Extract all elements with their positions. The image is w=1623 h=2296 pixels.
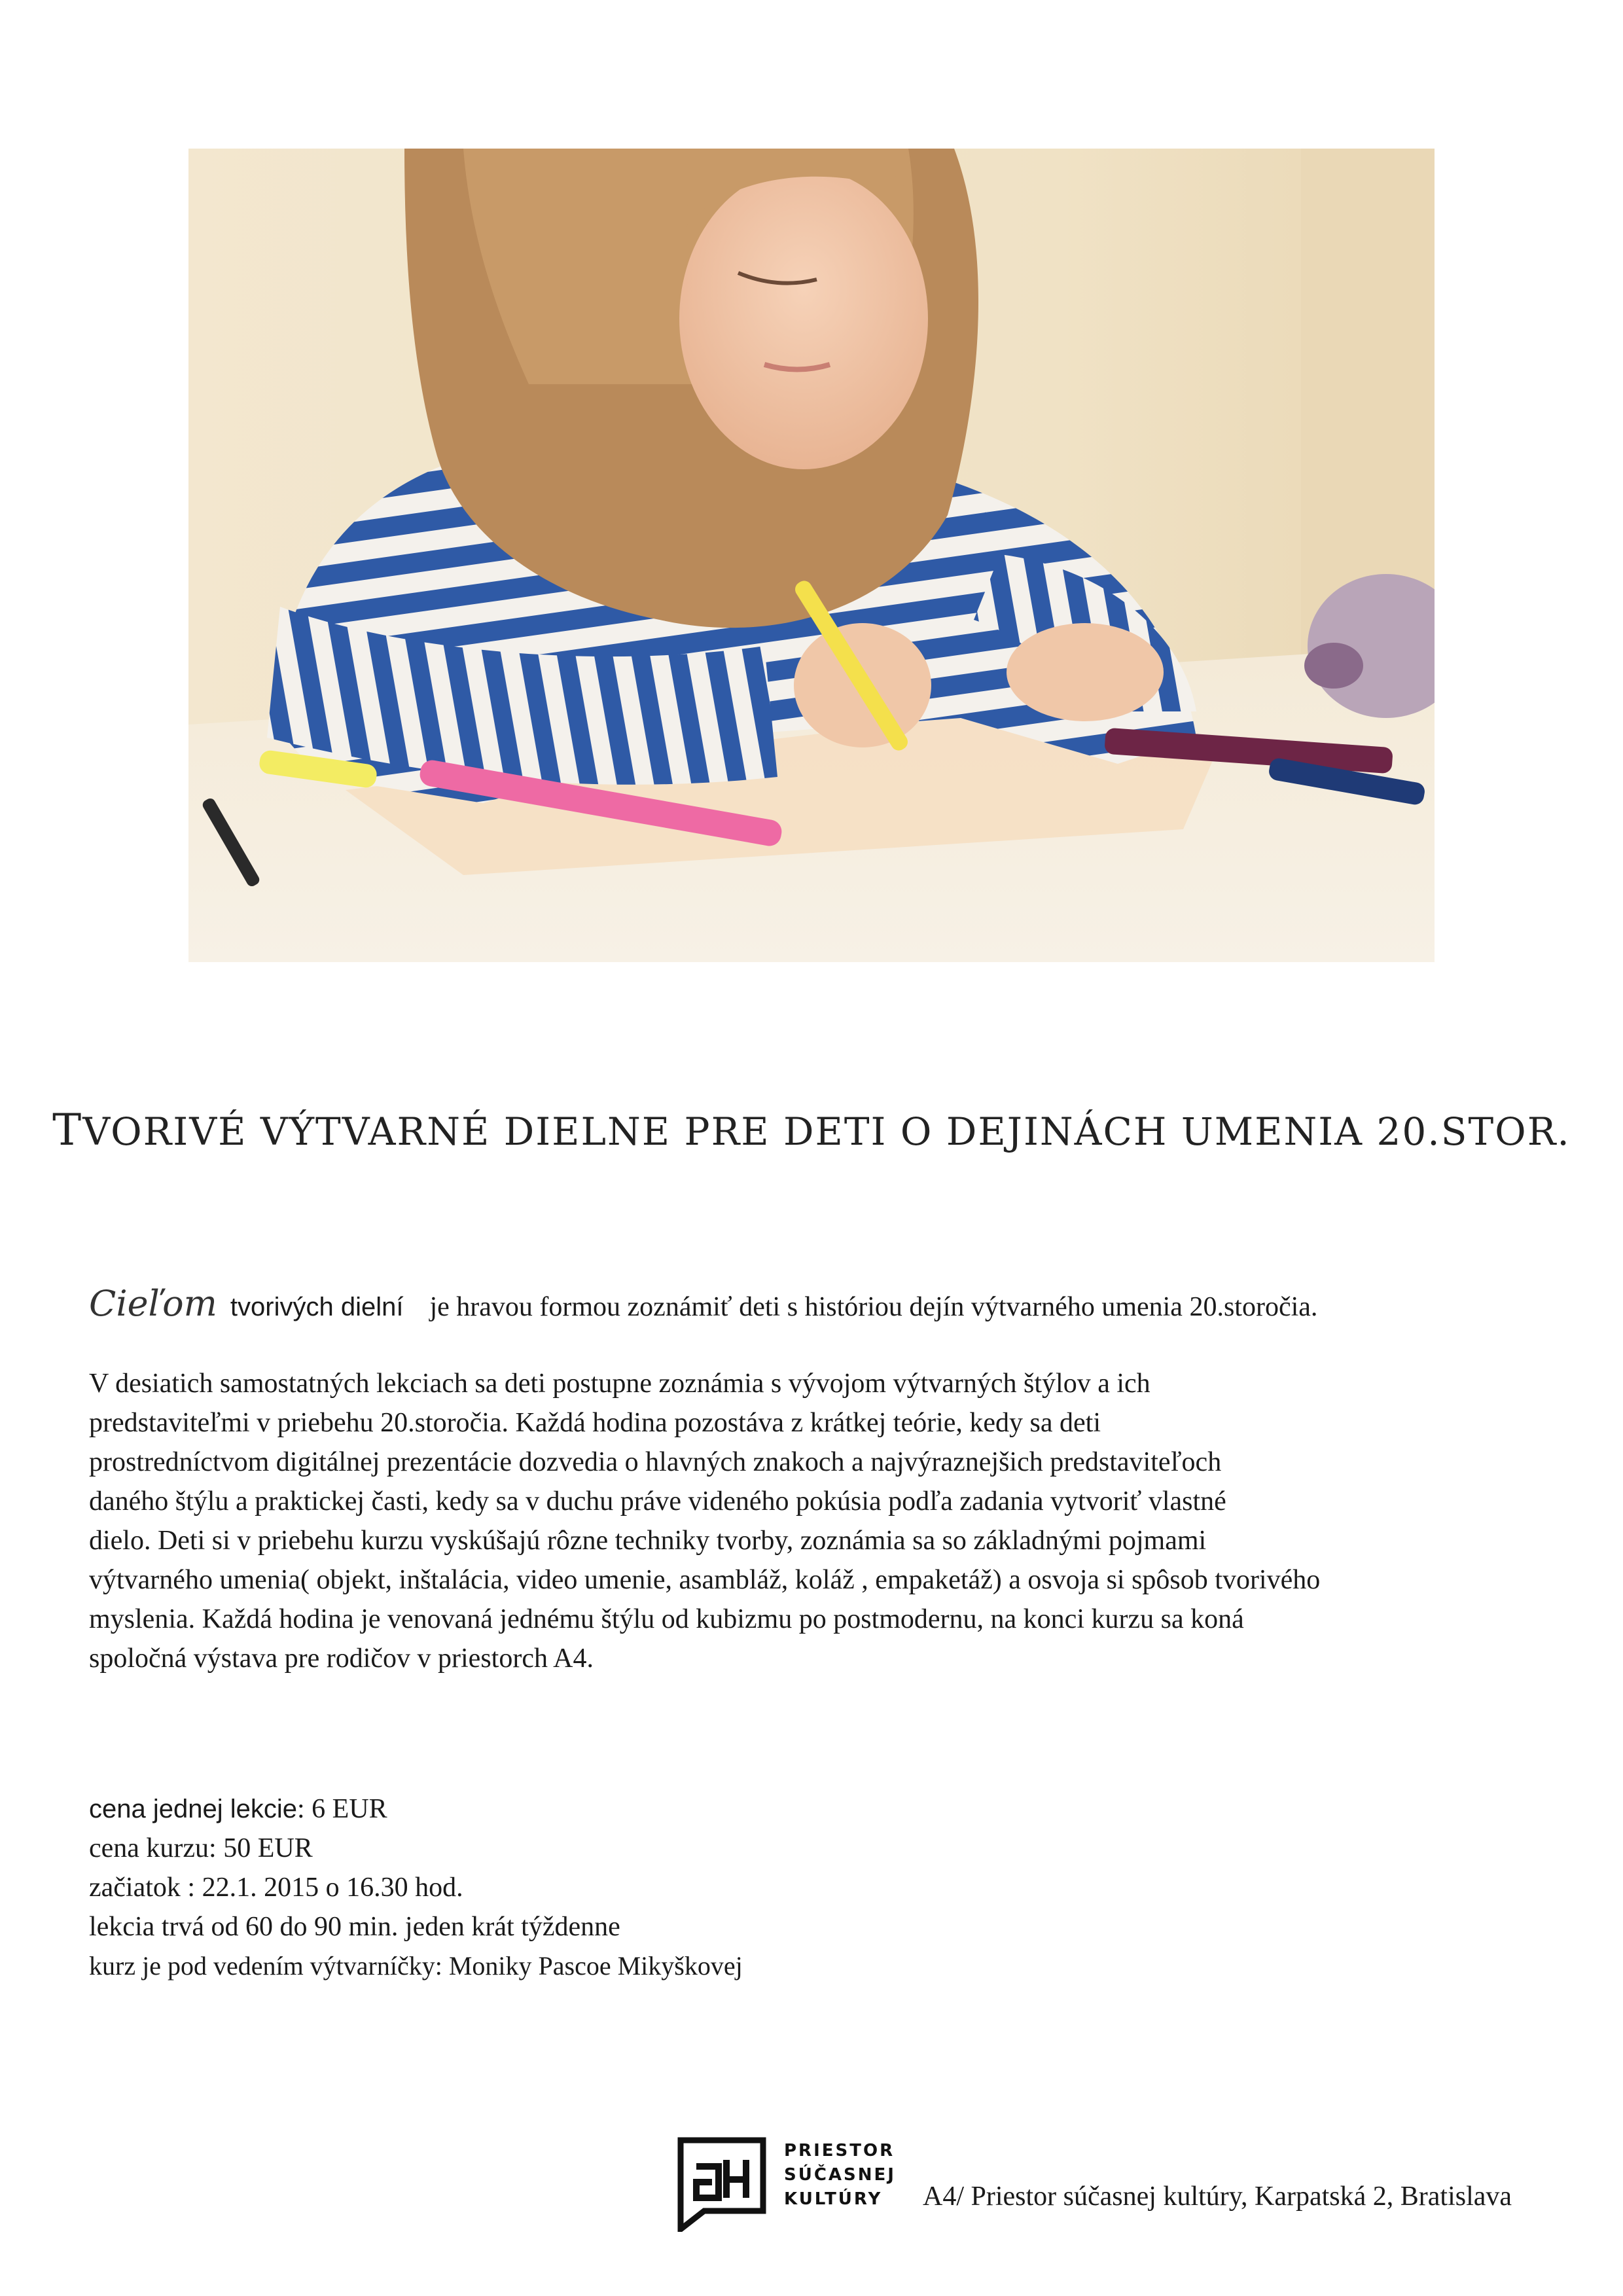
lead-first-word: Cieľom: [89, 1283, 217, 1324]
child-drawing-photo: [188, 149, 1435, 962]
paragraph-line: dielo. Deti si v priebehu kurzu vyskúšajú rôzne techniky tvorby, zoznámia sa so základnými pojmami: [89, 1526, 1207, 1556]
poster-title: [0, 1105, 1623, 1155]
lesson-price-value: : 6 EUR: [297, 1794, 387, 1824]
title-text: VORIVÉ VÝTVARNÉ DIELNE PRE DETI O DEJINÁCH UMENIA 20.STOR.: [82, 1109, 1571, 1154]
paragraph-line: výtvarného umenia( objekt, inštalácia, video umenie, asambláž, koláž , empaketáž) a osvoja si spôsob tvorivého: [89, 1565, 1321, 1595]
venue-address: A4/ Priestor súčasnej kultúry, Karpatská 2, Bratislava: [923, 2181, 1512, 2212]
paragraph-line: prostredníctvom digitálnej prezentácie dozvedia o hlavných znakoch a najvýraznejšich predstaviteľoch: [89, 1447, 1222, 1477]
paragraph-line: spoločná výstava pre rodičov v priestorch A4.: [89, 1643, 594, 1674]
lesson-price-label: cena jednej lekcie: [89, 1795, 297, 1823]
course-start: začiatok : 22.1. 2015 o 16.30 hod.: [89, 1873, 463, 1903]
lead-rest: je hravou formou zoznámiť deti s históriou dejín výtvarného umenia 20.storočia.: [429, 1292, 1318, 1322]
logo-line: SÚČASNEJ: [784, 2165, 896, 2185]
course-leader: kurz je pod vedením výtvarníčky: Moniky Pascoe Mikyškovej: [89, 1951, 743, 1981]
logo-line: KULTÚRY: [784, 2189, 883, 2209]
paragraph-line: predstaviteľmi v priebehu 20.storočia. Každá hodina pozostáva z krátkej teórie, kedy sa deti: [89, 1408, 1101, 1438]
title-initial: T: [52, 1105, 83, 1155]
paragraph-line: daného štýlu a praktickej časti, kedy sa v duchu práve videného pokúsia podľa zadania vytvoriť vlastné: [89, 1486, 1226, 1516]
logo-line: PRIESTOR: [784, 2141, 895, 2161]
a4-logo-icon: [673, 2134, 771, 2232]
paragraph-line: myslenia. Každá hodina je venovaná jednému štýlu od kubizmu po postmodernu, na konci kurzu sa koná: [89, 1604, 1244, 1634]
logo-wordmark: [784, 2139, 896, 2212]
paragraph-line: V desiatich samostatných lekciach sa deti postupne zoznámia s vývojom výtvarných štýlov a ich: [89, 1369, 1150, 1399]
description-paragraph: [89, 1364, 1555, 1678]
course-info: [89, 1789, 743, 1986]
lead-sentence: [89, 1283, 1317, 1324]
course-price: cena kurzu: 50 EUR: [89, 1833, 313, 1863]
lesson-price: [89, 1789, 743, 1829]
lead-highlight: tvorivých dielní: [230, 1293, 404, 1321]
lesson-duration: lekcia trvá od 60 do 90 min. jeden krát týždenne: [89, 1912, 620, 1942]
